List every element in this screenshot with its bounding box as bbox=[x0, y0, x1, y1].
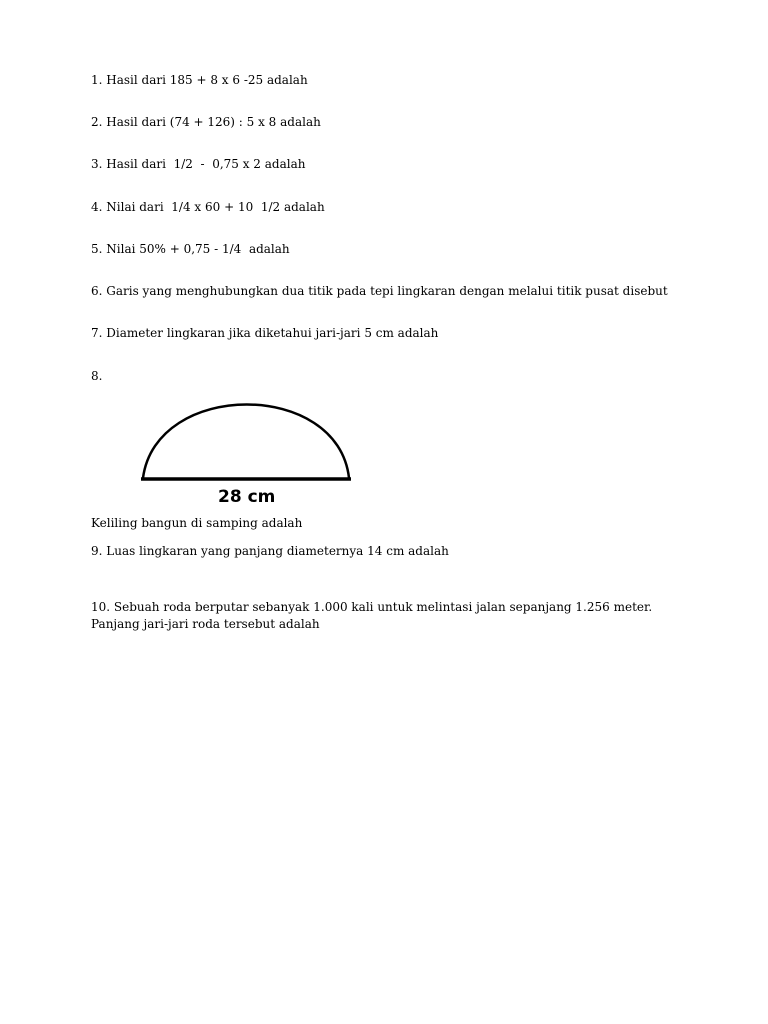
semicircle-arc bbox=[143, 405, 349, 479]
question-2: 2. Hasil dari (74 + 126) : 5 x 8 adalah bbox=[91, 115, 321, 129]
question-9: 9. Luas lingkaran yang panjang diameternya 14 cm adalah bbox=[91, 544, 449, 558]
question-1: 1. Hasil dari 185 + 8 x 6 -25 adalah bbox=[91, 73, 308, 87]
question-3: 3. Hasil dari 1/2 - 0,75 x 2 adalah bbox=[91, 157, 306, 171]
diameter-label: 28 cm bbox=[218, 487, 276, 507]
question-10-line-2: Panjang jari-jari roda tersebut adalah bbox=[91, 617, 320, 631]
question-5: 5. Nilai 50% + 0,75 - 1/4 adalah bbox=[91, 242, 290, 256]
semicircle-figure bbox=[138, 398, 358, 508]
question-4: 4. Nilai dari 1/4 x 60 + 10 1/2 adalah bbox=[91, 200, 325, 214]
question-8-text: Keliling bangun di samping adalah bbox=[91, 516, 303, 530]
question-6: 6. Garis yang menghubungkan dua titik pada tepi lingkaran dengan melalui titik pusat disebut bbox=[91, 284, 668, 298]
question-10-line-1: 10. Sebuah roda berputar sebanyak 1.000 kali untuk melintasi jalan sepanjang 1.256 meter. bbox=[91, 600, 653, 614]
question-8-number: 8. bbox=[91, 369, 103, 383]
question-7: 7. Diameter lingkaran jika diketahui jari-jari 5 cm adalah bbox=[91, 326, 439, 340]
